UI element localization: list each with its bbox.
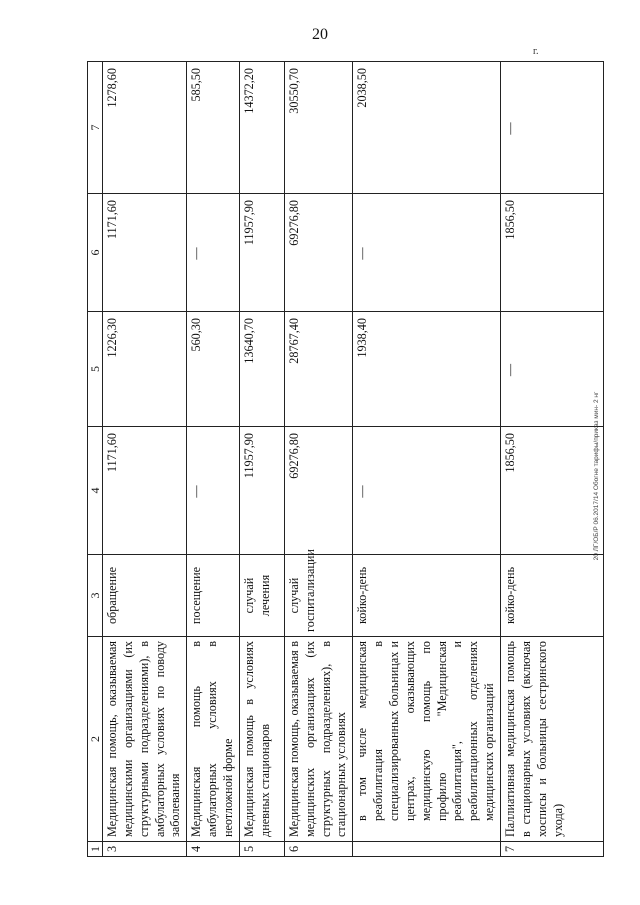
service-name: в том числе медицинская реабилитация в специализированных больницах и центрах, оказывающих медицинскую помощь по профилю "Медицинская реабилитация", и реабилитационных отделениях медицинских организаций xyxy=(353,637,501,842)
side-note: 20 ЛГ/ОБ/Р 06.2017/14 Обогне тарифы/приказ мин- 2 нг xyxy=(593,391,600,561)
value-col-7: 14372,20 xyxy=(239,62,284,194)
tariff-table xyxy=(87,61,604,857)
header-cell: 1 xyxy=(88,842,103,857)
unit-cell: койко-день xyxy=(501,555,604,637)
value-col-7: — xyxy=(501,62,604,194)
service-name: Медицинская помощь в амбулаторных условиях в неотложной форме xyxy=(187,637,240,842)
value-col-5: 28767,40 xyxy=(284,312,352,427)
value-col-6: — xyxy=(187,194,240,312)
unit-cell: посещение xyxy=(187,555,240,637)
value-col-7: 585,50 xyxy=(187,62,240,194)
header-cell: 2 xyxy=(88,637,103,842)
table-row xyxy=(187,62,240,857)
value-col-5: 1938,40 xyxy=(353,312,501,427)
row-number: 7 xyxy=(501,842,604,857)
row-number: 5 xyxy=(239,842,284,857)
value-col-4: — xyxy=(187,427,240,555)
row-number: 4 xyxy=(187,842,240,857)
value-col-4: 1856,50 xyxy=(501,427,604,555)
value-col-4: — xyxy=(353,427,501,555)
row-number: 6 xyxy=(284,842,352,857)
unit-cell: койко-день xyxy=(353,555,501,637)
value-col-5: 1226,30 xyxy=(103,312,187,427)
value-col-6: 1171,60 xyxy=(103,194,187,312)
table-header-row xyxy=(88,62,103,857)
row-number xyxy=(353,842,501,857)
value-col-6: 69276,80 xyxy=(284,194,352,312)
unit-cell: обращение xyxy=(103,555,187,637)
header-cell: 4 xyxy=(88,427,103,555)
header-cell: 7 xyxy=(88,62,103,194)
value-col-6: — xyxy=(353,194,501,312)
value-col-4: 11957,90 xyxy=(239,427,284,555)
service-name: Медицинская помощь, оказываемая в медицинских организациях (их структурных подразделениях), в стационарных условиях xyxy=(284,637,352,842)
service-name: Паллиативная медицинская помощь в стационарных условиях (включая хосписы и больницы сестринского ухода) xyxy=(501,637,604,842)
page-number: 20 xyxy=(312,26,328,43)
table-row xyxy=(353,62,501,857)
table-row xyxy=(284,62,352,857)
value-col-5: 560,30 xyxy=(187,312,240,427)
table-row xyxy=(501,62,604,857)
value-col-4: 1171,60 xyxy=(103,427,187,555)
service-name: Медицинская помощь в условиях дневных стационаров xyxy=(239,637,284,842)
value-col-5: — xyxy=(501,312,604,427)
unit-cell: случай госпитализации xyxy=(284,555,352,637)
header-cell: 5 xyxy=(88,312,103,427)
rotated-table-container xyxy=(87,62,565,857)
table-row xyxy=(103,62,187,857)
corner-mark: г. xyxy=(533,46,539,57)
value-col-7: 30550,70 xyxy=(284,62,352,194)
header-cell: 3 xyxy=(88,555,103,637)
value-col-6: 11957,90 xyxy=(239,194,284,312)
header-cell: 6 xyxy=(88,194,103,312)
value-col-7: 2038,50 xyxy=(353,62,501,194)
value-col-7: 1278,60 xyxy=(103,62,187,194)
value-col-4: 69276,80 xyxy=(284,427,352,555)
unit-cell: случай лечения xyxy=(239,555,284,637)
service-name: Медицинская помощь, оказываемая медицинскими организациями (их структурными подразделениями), в амбулаторных условиях по поводу заболевания xyxy=(103,637,187,842)
value-col-6: 1856,50 xyxy=(501,194,604,312)
table-row xyxy=(239,62,284,857)
row-number: 3 xyxy=(103,842,187,857)
value-col-5: 13640,70 xyxy=(239,312,284,427)
